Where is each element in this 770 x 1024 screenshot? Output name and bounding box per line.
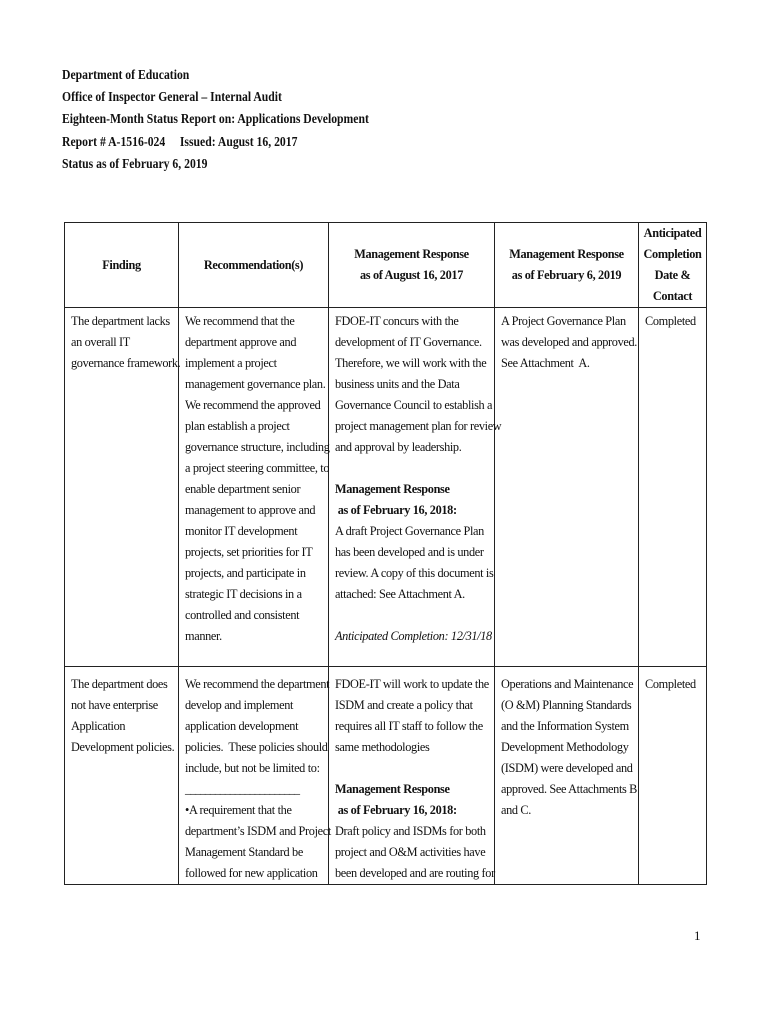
spacer — [335, 458, 490, 479]
response-2019-cell: A Project Governance Plan was developed and approved. See Attachment A. — [495, 308, 639, 667]
completion-status: Completed — [645, 314, 696, 328]
header-status-date: Status as of February 6, 2019 — [62, 155, 208, 171]
table-row — [65, 667, 707, 885]
table-row — [65, 308, 707, 667]
response-2018-heading: Management Response — [335, 482, 450, 496]
report-header — [62, 64, 612, 175]
anticipated-completion-note: Anticipated Completion: 12/31/18 — [335, 629, 492, 643]
header-report-title: Eighteen-Month Status Report on: Applications Development — [62, 111, 369, 127]
completion-cell — [639, 667, 707, 885]
response-2017-cell: FDOE-IT will work to update the ISDM and create a policy that requires all IT staff to follow the same methodologies Management Response as of February 16, 2018: Draft policy and ISDMs for both project and O&M activities have been developed and are routing for — [329, 667, 495, 885]
finding-cell: The department lacks an overall IT governance framework. — [65, 308, 179, 667]
column-header-finding: Finding — [65, 223, 179, 308]
response-2018-heading-date: as of February 16, 2018: — [335, 503, 457, 517]
column-header-recommendations: Recommendation(s) — [179, 223, 329, 308]
column-header-response-2017: Management Response as of August 16, 2017 — [329, 223, 495, 308]
response-2017-cell: FDOE-IT concurs with the development of IT Governance. Therefore, we will work with the business units and the Data Governance Council to establish a project management plan for review and approval by leadership. Management Response as of February 16, 2018: A draft Project Governance Plan has been developed and is under review. A copy of this document is attached: See Attachment A. Anticipated Completion: 12/31/18 — [329, 308, 495, 667]
recommendation-cell: We recommend the department develop and implement application development policies. These policies should include, but not be limited to: _______________________ •A requirement that the department’s ISDM and Project Management Standard be followed for new application — [179, 667, 329, 885]
spacer — [335, 605, 490, 626]
column-header-completion: Anticipated Completion Date & Contact — [639, 223, 707, 308]
status-table — [64, 222, 707, 885]
spacer — [335, 758, 490, 779]
response-2018-heading-date: as of February 16, 2018: — [335, 803, 457, 817]
page-number: 1 — [694, 928, 701, 943]
recommendation-cell: We recommend that the department approve and implement a project management governance plan. We recommend the approved plan establish a project governance structure, including a project steering committee, to enable department senior management to approve and monitor IT development projects, set priorities for IT projects, and participate in strategic IT decisions in a controlled and consistent manner. — [179, 308, 329, 667]
header-office: Office of Inspector General – Internal Audit — [62, 89, 282, 105]
table-header-row — [65, 223, 707, 308]
header-department: Department of Education — [62, 67, 190, 82]
response-2018-heading: Management Response — [335, 782, 450, 796]
header-report-number: Report # A-1516-024 Issued: August 16, 2017 — [62, 133, 298, 149]
response-2019-cell: Operations and Maintenance (O &M) Planning Standards and the Information System Development Methodology (ISDM) were developed and approved. See Attachments B and C. — [495, 667, 639, 885]
finding-cell: The department does not have enterprise Application Development policies. — [65, 667, 179, 885]
completion-cell — [639, 308, 707, 667]
column-header-response-2019: Management Response as of February 6, 2019 — [495, 223, 639, 308]
separator-line: _______________________ — [185, 782, 299, 796]
completion-status: Completed — [645, 677, 696, 691]
